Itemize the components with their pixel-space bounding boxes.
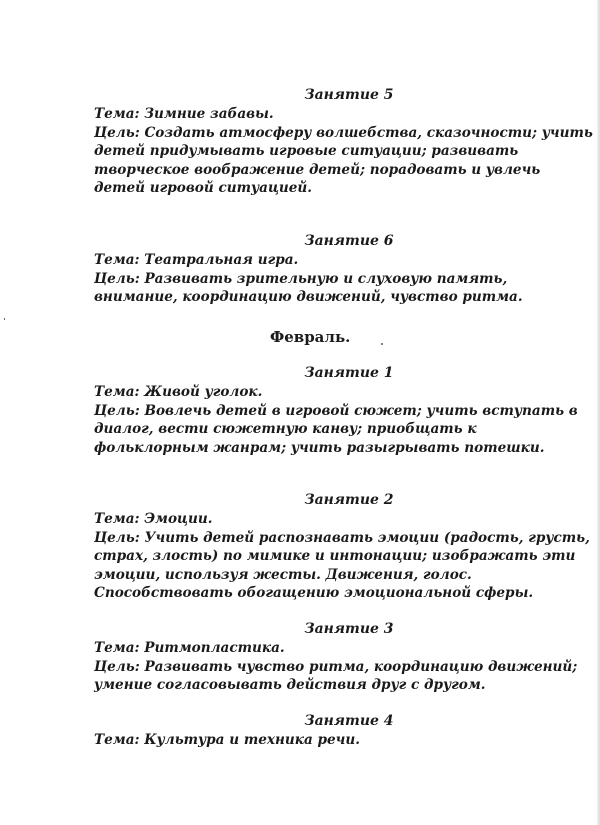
lesson-heading: Занятие 3 <box>304 621 394 637</box>
lesson-goal-line: Цель: Вовлечь детей в игровой сюжет; учить вступать в <box>94 402 578 419</box>
lesson-topic: Тема: Зимние забавы. <box>94 106 274 122</box>
lesson-topic: Тема: Живой уголок. <box>94 384 263 400</box>
lesson-goal-line: Цель: Учить детей распознавать эмоции (радость, грусть, <box>94 529 590 546</box>
lesson-goal-line: внимание, координацию движений, чувство ритма. <box>94 289 523 305</box>
lesson-goal-line: страх, злость) по мимике и интонации; изображать эти <box>94 548 576 564</box>
lesson-goal-line: умение согласовывать действия друг с другом. <box>94 677 486 693</box>
lesson-heading: Занятие 1 <box>304 365 394 381</box>
scan-speck <box>4 318 5 320</box>
lesson-goal-line: Цель: Создать атмосферу волшебства, сказочности; учить <box>94 124 593 141</box>
lesson-heading: Занятие 2 <box>304 492 394 508</box>
scan-speck <box>381 343 383 345</box>
lesson-goal-line: Цель: Развивать чувство ритма, координацию движений; <box>94 658 578 675</box>
lesson-block <box>94 491 590 603</box>
lesson-topic: Тема: Культура и техника речи. <box>94 732 360 748</box>
lesson-block <box>94 232 564 307</box>
lesson-block <box>94 620 578 695</box>
lesson-goal-line: детей игровой ситуацией. <box>94 180 313 196</box>
lesson-goal-line: детей придумывать игровые ситуации; развивать <box>94 143 519 159</box>
lesson-block <box>94 712 564 750</box>
lesson-heading: Занятие 6 <box>304 233 394 249</box>
lesson-block <box>94 364 578 457</box>
lesson-topic: Тема: Эмоции. <box>94 511 213 527</box>
lesson-heading: Занятие 4 <box>304 713 394 729</box>
lesson-goal-line: творческое воображение детей; порадовать и увлечь <box>94 161 541 178</box>
lesson-topic: Тема: Ритмопластика. <box>94 640 285 656</box>
month-heading: Февраль. <box>270 328 351 346</box>
lesson-goal-line: фольклорным жанрам; учить разыгрывать потешки. <box>94 439 545 456</box>
lesson-goal-line: Цель: Развивать зрительную и слуховую память, <box>94 270 508 287</box>
lesson-heading: Занятие 5 <box>304 87 394 103</box>
lesson-goal-line: Способствовать обогащению эмоциональной сферы. <box>94 585 534 601</box>
lesson-topic: Тема: Театральная игра. <box>94 252 299 268</box>
lesson-goal-line: диалог, вести сюжетную канву; приобщать к <box>94 421 477 437</box>
lesson-goal-line: эмоции, используя жесты. Движения, голос. <box>94 566 472 583</box>
lesson-block <box>94 86 593 198</box>
